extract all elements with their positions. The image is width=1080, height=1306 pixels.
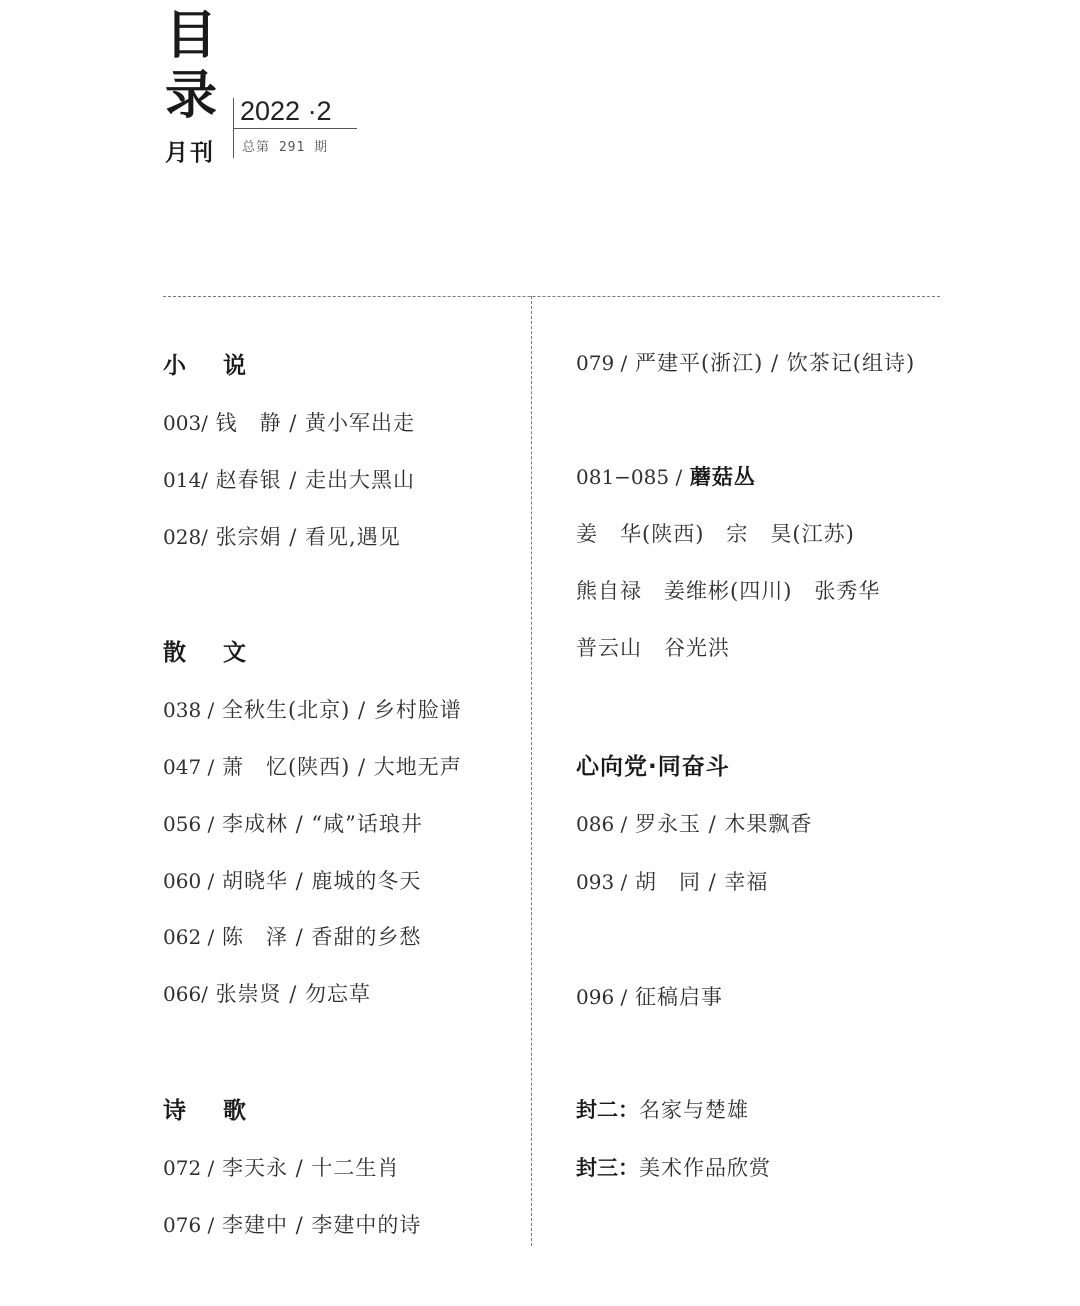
section-poetry-title-a: 诗 <box>163 1098 187 1124</box>
toc-page-number: 038 / <box>163 698 215 722</box>
toc-page-number: 086 / <box>576 812 628 836</box>
masthead-total-issue: 总第 291 期 <box>242 140 329 155</box>
toc-entry-text: 严建平(浙江) / 饮茶记(组诗) <box>634 351 916 375</box>
section-poetry-title-b: 歌 <box>223 1098 247 1124</box>
toc-page-number: 047 / <box>163 755 215 779</box>
toc-page-number: 081−085 / <box>576 465 683 489</box>
toc-entry[interactable] <box>163 808 423 838</box>
toc-entry[interactable] <box>163 464 415 494</box>
cover-note <box>576 1094 749 1124</box>
toc-entry[interactable] <box>163 1209 421 1239</box>
toc-entry[interactable] <box>163 751 462 781</box>
toc-page-number: 066/ <box>163 982 208 1006</box>
toc-page-number: 028/ <box>163 525 208 549</box>
section-poetry-heading <box>163 1092 247 1125</box>
toc-page-number: 056 / <box>163 812 215 836</box>
cover-text: 名家与楚雄 <box>639 1098 749 1122</box>
cover-note <box>576 1152 771 1182</box>
toc-entry-text: 陈 泽 / 香甜的乡愁 <box>221 925 422 949</box>
section-party-heading: 心向党·同奋斗 <box>576 754 730 780</box>
toc-entry-text: 李成林 / “咸”话琅井 <box>221 812 423 836</box>
toc-entry[interactable] <box>576 347 915 377</box>
toc-entry-text: 胡晓华 / 鹿城的冬天 <box>221 869 422 893</box>
toc-page-number: 079 / <box>576 351 628 375</box>
toc-entry[interactable] <box>163 865 421 895</box>
author-line: 熊自禄 姜维彬(四川) 张秀华 <box>576 579 881 603</box>
masthead-char-mu: 目 <box>165 6 218 66</box>
toc-entry[interactable] <box>163 978 371 1008</box>
toc-entry-text: 全秋生(北京) / 乡村脸谱 <box>221 698 462 722</box>
toc-page-number: 060 / <box>163 869 215 893</box>
cover-text: 美术作品欣赏 <box>639 1156 771 1180</box>
masthead-monthly: 月刊 <box>165 140 215 166</box>
toc-entry-text: 李建中 / 李建中的诗 <box>221 1213 422 1237</box>
toc-entry[interactable] <box>163 521 401 551</box>
masthead-char-lu: 录 <box>165 66 218 126</box>
author-line: 姜 华(陕西) 宗 昊(江苏) <box>576 522 855 546</box>
masthead-divider-horizontal <box>233 128 357 129</box>
section-prose-heading <box>163 634 247 667</box>
column-title: 蘑菇丛 <box>689 465 756 489</box>
toc-entry-text: 张宗娟 / 看见,遇见 <box>215 525 401 549</box>
toc-page-number: 093 / <box>576 870 628 894</box>
toc-entry[interactable] <box>163 921 421 951</box>
toc-page-number: 096 / <box>576 985 628 1009</box>
toc-entry-mushroom[interactable] <box>576 461 756 491</box>
toc-entry[interactable] <box>163 1152 399 1182</box>
toc-page-number: 003/ <box>163 411 208 435</box>
vertical-dashed-divider <box>531 296 532 1246</box>
toc-entry[interactable] <box>163 694 462 724</box>
toc-page-number: 076 / <box>163 1213 215 1237</box>
toc-page-number: 062 / <box>163 925 215 949</box>
toc-entry-text: 胡 同 / 幸福 <box>634 870 769 894</box>
toc-entry[interactable] <box>163 407 415 437</box>
cover-label: 封二： <box>576 1098 639 1122</box>
toc-page-number: 014/ <box>163 468 208 492</box>
toc-entry-text: 罗永玉 / 木果飘香 <box>634 812 813 836</box>
section-fiction-title-a: 小 <box>163 353 187 379</box>
section-fiction-title-b: 说 <box>223 353 247 379</box>
section-fiction-heading <box>163 347 247 380</box>
toc-entry-text: 张崇贤 / 勿忘草 <box>215 982 372 1006</box>
horizontal-dashed-divider <box>163 296 940 297</box>
section-prose-title-a: 散 <box>163 640 187 666</box>
toc-entry-text: 钱 静 / 黄小军出走 <box>215 411 416 435</box>
masthead-year-issue: 2022 ·2 <box>240 96 332 126</box>
toc-entry[interactable] <box>576 981 723 1011</box>
toc-entry-text: 李天永 / 十二生肖 <box>221 1156 400 1180</box>
toc-entry-text: 赵春银 / 走出大黑山 <box>215 468 416 492</box>
toc-entry-text: 萧 忆(陕西) / 大地无声 <box>221 755 462 779</box>
cover-label: 封三： <box>576 1156 639 1180</box>
section-prose-title-b: 文 <box>223 640 247 666</box>
toc-entry[interactable] <box>576 866 768 896</box>
toc-entry-text: 征稿启事 <box>634 985 723 1009</box>
toc-page-number: 072 / <box>163 1156 215 1180</box>
author-line: 普云山 谷光洪 <box>576 636 730 660</box>
toc-entry[interactable] <box>576 808 812 838</box>
